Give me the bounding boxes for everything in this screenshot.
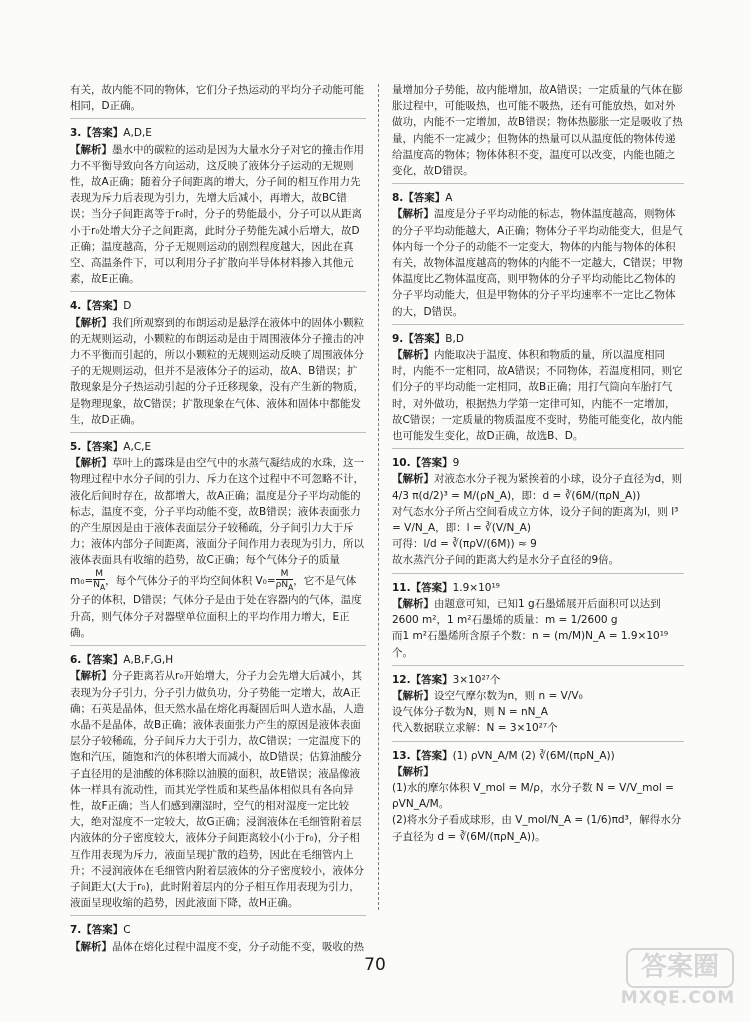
watermark-logo <box>618 948 738 1010</box>
question-6 <box>70 652 366 916</box>
q8-analysis-label: 【解析】 <box>392 208 434 221</box>
q5-analysis-b: ，每个气体分子的平均空间体积 <box>105 574 253 587</box>
q5-analysis-a: 草叶上的露珠是由空气中的水蒸气凝结成的水珠，这一物理过程中水分子间的引力、斥力在这个过程中不可忽略不计，液化后间时存在，故都增大，故A正确；温度是分子平均动能的标志，温度不变，分子平均动能不变，故B错误；液体表面张力的产生原因是由于液体表面层分子较稀疏，分子间引力大于斥力；液体内部分子间距离，液面分子间作用力表现为引力，所以液体表面具有收缩的趋势，故C正确；每个气体分子的质量 <box>70 457 364 567</box>
question-12 <box>392 672 684 742</box>
question-4 <box>70 298 366 433</box>
q9-answer: B,D <box>445 332 464 345</box>
q11-analysis-a: 由题意可知，已知1 g石墨烯展开后面积可以达到2600 m²，1 m²石墨烯的质量：m = 1/2600 g <box>392 597 661 627</box>
q12-answer-label: 12.【答案】 <box>392 673 453 686</box>
question-8 <box>392 190 684 325</box>
q8-answer: A <box>445 192 453 205</box>
q11-answer: 1.9×10¹⁹ <box>452 581 500 594</box>
q6-answer-label: 6.【答案】 <box>70 654 124 667</box>
question-11 <box>392 580 684 666</box>
q3-analysis-label: 【解析】 <box>70 143 112 156</box>
q13-analysis-b: (2)将水分子看成球形，由 V_mol/N_A = (1/6)πd³，解得水分子直径为 d = ∛(6M/(πρN_A))。 <box>392 814 682 843</box>
question-9 <box>392 331 684 449</box>
q7-analysis-label: 【解析】 <box>70 940 112 953</box>
q5-analysis-label: 【解析】 <box>70 457 112 470</box>
q13-answer-label: 13.【答案】 <box>392 749 453 762</box>
q13-answer: (1) ρVN_A/M (2) ∛(6M/(πρN_A)) <box>452 749 615 762</box>
q10-analysis-label: 【解析】 <box>392 473 434 486</box>
q7-analysis: 晶体在熔化过程中温度不变，分子动能不变，吸收的热 <box>112 940 364 953</box>
left-column <box>70 82 366 965</box>
q3-answer: A,D,E <box>123 127 152 140</box>
q8-analysis: 温度是分子平均动能的标志，物体温度越高，则物体的分子平均动能越大，A正确；物体分子平均动能变大，但是气体内每一个分子的动能不一定变大，物体的内能与物体的体积有关，故物体温度越高的物体的内能不一定越大，C错误；甲物体温度比乙物体温度高，则甲物体的分子平均动能比乙物体的分子平均动能大，但是甲物体的分子平均速率不一定比乙物体的大，D错误。 <box>392 208 683 318</box>
question-13 <box>392 748 684 849</box>
q9-answer-label: 9.【答案】 <box>392 332 446 345</box>
q5-analysis-c: ，它不是气体分子的体积，D错误；气体分子是由于处在容器内的气体，温度升高，则气体分子对器壁单位面积上的平均作用力增大，E正确。 <box>70 574 362 639</box>
q2-tail-text: 有关，故内能不同的物体，它们分子热运动的平均分子动能可能相同，D正确。 <box>70 84 364 113</box>
q12-analysis-c: 代入数据联立求解：N = 3×10²⁷个 <box>392 722 558 735</box>
q11-analysis-label: 【解析】 <box>392 597 434 610</box>
page-number: 70 <box>364 955 386 975</box>
q6-analysis: 分子距离若从r₀开始增大，分子力会先增大后减小，其表现为分子引力，分子引力做负功，分子势能一定增大，故A正确；石英是晶体，但天然水晶在熔化再凝固后叫人造水晶，人造水晶不是晶体，故B正确；液体表面张力产生的原因是液体表面层分子较稀疏，分子间斥力大于引力，故C错误；一定温度下的饱和汽压，随饱和汽的体积增大而减小，故D错误；估算油酸分子直径用的是油酸的体积除以油膜的面积，故E错误；液晶像液体一样具有流动性，而其光学性质和某些晶体相似具有各向异性，故F正确；当人们感到潮湿时，空气的相对湿度一定比较大，绝对湿度不一定较大，故G正确；浸润液体在毛细管附着层内液体的分子密度较大，液体分子间距离较小(小于r₀)，分子相互作用表现为斥力，液面呈现扩散的趋势，因此在毛细管内上升；不浸润液体在毛细管内附着层液体的分子密度较小，液体分子间距大(大于r₀)，此时附着层内的分子相互作用表现为引力，液面呈现收缩的趋势，因此液面下降，故H正确。 <box>70 670 364 910</box>
q11-answer-label: 11.【答案】 <box>392 581 453 594</box>
q7-answer-label: 7.【答案】 <box>70 924 124 937</box>
q12-analysis-label: 【解析】 <box>392 689 434 702</box>
right-column <box>392 82 684 855</box>
q7-tail-text: 量增加分子势能，故内能增加，故A错误；一定质量的气体在膨胀过程中，可能吸热，也可能不吸热，还有可能放热，如对外做功，内能不一定增加，故B错误；物体热膨胀一定是吸收了热量，内能不一定减少；但物体的热量可以从温度低的物体传递给温度高的物体；物体体积不变，温度可以改变，内能也随之变化，故D错误。 <box>392 84 683 178</box>
q10-analysis-d: 故水蒸汽分子间的距离大约是水分子直径的9倍。 <box>392 554 620 567</box>
q4-answer: D <box>123 300 132 313</box>
q5-answer: A,C,E <box>123 441 152 454</box>
q4-analysis: 我们所观察到的布朗运动是悬浮在液体中的固体小颗粒的无规则运动，小颗粒的布朗运动是由于周围液体分子撞击的冲力不平衡而引起的，所以小颗粒的无规则运动反映了周围液体分子的无规则运动，但并不是液体分子的运动，故A、B错误；扩散现象是分子热运动引起的分子迁移现象，没有产生新的物质，是物理现象，故C错误；扩散现象在气体、液体和固体中都能发生，故D正确。 <box>70 316 364 426</box>
q6-analysis-label: 【解析】 <box>70 670 112 683</box>
q2-continuation <box>70 82 366 119</box>
q12-answer: 3×10²⁷个 <box>452 673 501 686</box>
question-3 <box>70 125 366 292</box>
q4-analysis-label: 【解析】 <box>70 316 112 329</box>
q12-analysis-a: 设空气摩尔数为n，则 n = V/V₀ <box>434 689 583 702</box>
q4-answer-label: 4.【答案】 <box>70 300 124 313</box>
q5-mass-fraction: $\frac{M}{N_A}$ <box>93 568 106 592</box>
q7-answer: C <box>123 924 131 937</box>
q6-answer: A,B,F,G,H <box>123 654 174 667</box>
q12-analysis-b: 设气体分子数为N，则 N = nN_A <box>392 706 548 719</box>
q13-analysis-a: (1)水的摩尔体积 V_mol = M/ρ，水分子数 N = V/V_mol = ρVN_A/M。 <box>392 781 674 811</box>
watermark-bottom-text: MXQE.COM <box>620 988 736 1008</box>
q5-answer-label: 5.【答案】 <box>70 441 124 454</box>
column-divider <box>378 84 379 910</box>
q11-analysis-b: 而1 m²石墨烯所含原子个数：n = (m/M)N_A = 1.9×10¹⁹个。 <box>392 630 669 659</box>
q3-analysis: 墨水中的碳粒的运动是因为大量水分子对它的撞击作用力不平衡导致向各方向运动，这反映了液体分子运动的无规则性，故A正确；随着分子间距离的增大，分子间的相互作用力先表现为斥力后表现为引力，先增大后减小，再增大，故BC错误；当分子间距离等于r₀时，分子的势能最小，分子可以从距离小于r₀处增大分子之间距离，此时分子势能先减小后增大，故D正确；温度越高，分子无规则运动的剧烈程度越大，因此在真空、高温条件下，可以利用分子扩散向半导体材料掺入其他元素，故E正确。 <box>70 143 364 286</box>
q10-answer-label: 10.【答案】 <box>392 457 453 470</box>
q3-answer-label: 3.【答案】 <box>70 127 124 140</box>
q7-continuation <box>392 82 684 184</box>
q8-answer-label: 8.【答案】 <box>392 192 446 205</box>
watermark-top-text: 答案圈 <box>626 948 734 988</box>
q13-analysis-label: 【解析】 <box>392 765 434 778</box>
question-10 <box>392 455 684 573</box>
q10-analysis-a: 对液态水分子视为紧挨着的小球，设分子直径为d，则 <box>434 473 683 486</box>
question-7 <box>70 922 366 958</box>
question-5: 5.【答案】A,C,E 【解析】草叶上的露珠是由空气中的水蒸气凝结成的水珠，这一物理过程中水分子间的引力、斥力在这个过程中不可忽略不计，液化后间时存在，故都增大，故A正确；温度是分子平均动能的标志，温度不变，分子平均动能不变，故B错误；液体表面张力的产生原因是由于液体表面层分子较稀疏，分子间引力大于斥力；液体内部分子间距离，液面分子间作用力表现为引力，所以液体表面具有收缩的趋势，故C正确；每个气体分子的质量 m₀= $\frac{M}{N_A}$ ，每个气体分子的平均空间体积 V₀= $\frac{M}{\rho N_A}$ ，它不是气体分子的体积，D错误；气体分子是由于处在容器内的气体，温度升高，则气体分子对器壁单位面积上的平均作用力增大，E正确。 <box>70 439 366 646</box>
q10-analysis-c: 可得：l/d = ∛(πρV/(6M)) ≈ 9 <box>392 538 537 551</box>
q10-analysis-b: 对气态水分子所占空间看成立方体，设分子间的距离为l，则 l³ = V/N_A，即：l = ∛(V/N_A) <box>392 505 679 535</box>
q9-analysis: 内能取决于温度、体积和物质的量，所以温度相同时，内能不一定相同，故A错误；不同物体，若温度相同，则它们分子的平均动能一定相同，故B正确；用打气筒向车胎打气时，对外做功，根据热力学第一定律可知，内能不一定增加，故C错误；一定质量的物质温度不变时，势能可能变化，故内能也可能发生变化，故D正确，故选B、D。 <box>392 349 683 443</box>
q5-volume-fraction: $\frac{M}{\rho N_A}$ <box>275 568 294 592</box>
q10-formula-a: 4/3 π(d/2)³ = M/(ρN_A)，即：d = ∛(6M/(πρN_A)) <box>392 489 641 502</box>
q9-analysis-label: 【解析】 <box>392 349 434 362</box>
q10-answer: 9 <box>452 457 460 470</box>
